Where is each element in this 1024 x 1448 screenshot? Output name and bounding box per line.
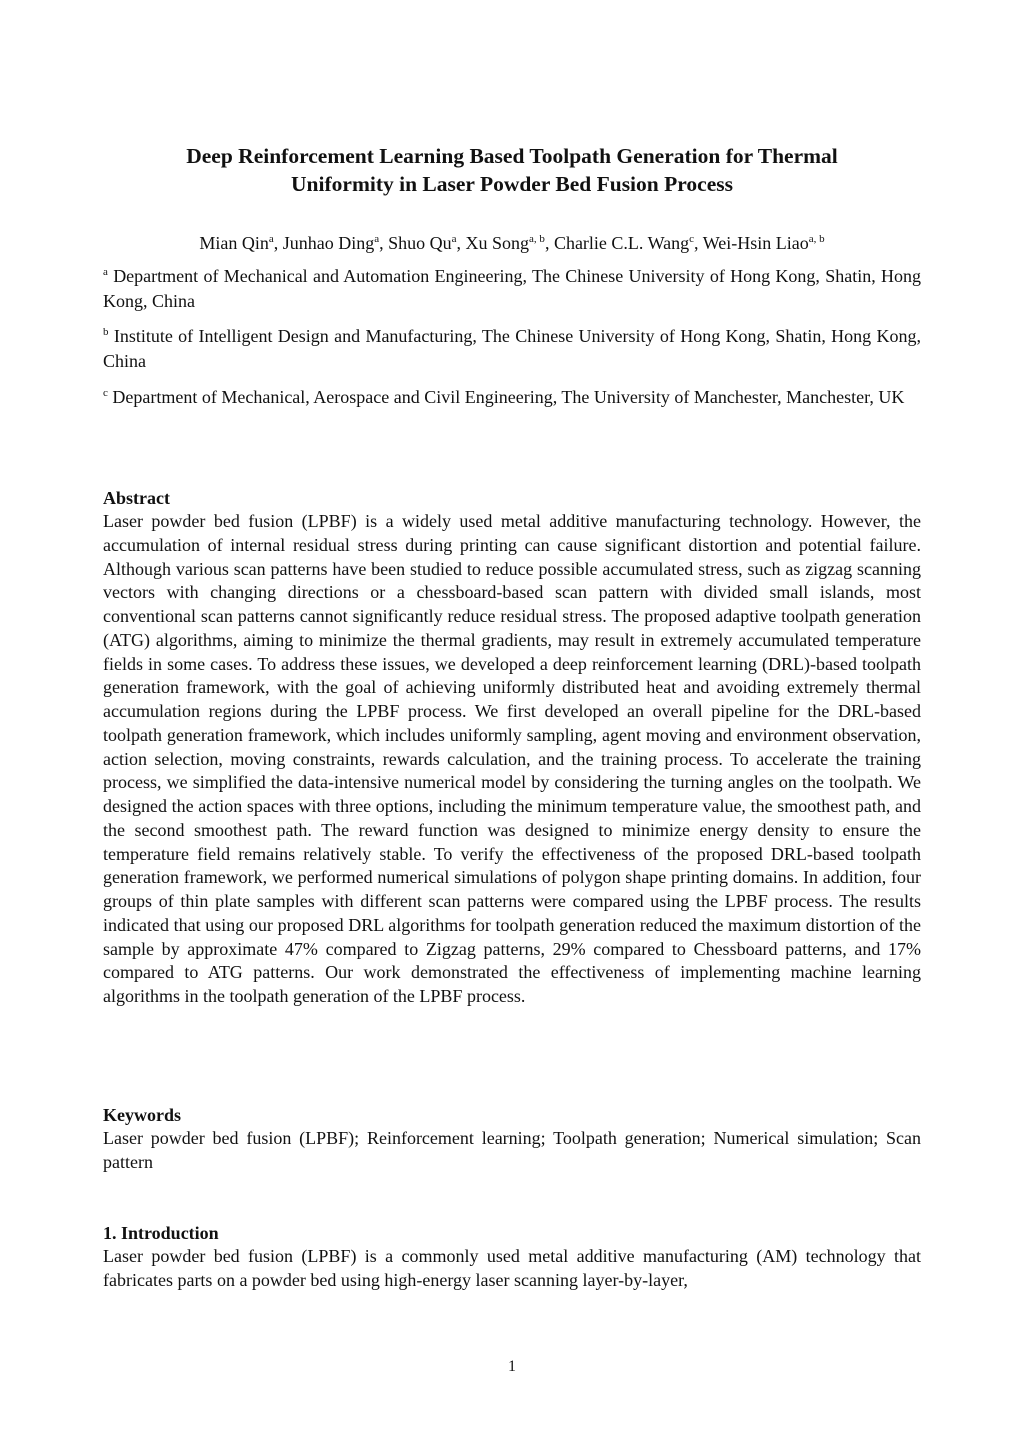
keywords-text: Laser powder bed fusion (LPBF); Reinforcement learning; Toolpath generation; Numerical simulation; Scan pattern [103, 1128, 921, 1172]
introduction-text: Laser powder bed fusion (LPBF) is a commonly used metal additive manufacturing (AM) technology that fabricates parts on a powder bed using high-energy laser scanning layer-by-layer, [103, 1246, 921, 1290]
abstract-text: Laser powder bed fusion (LPBF) is a widely used metal additive manufacturing technology. However, the accumulation of internal residual stress during printing can cause significant distortion and potential failure. Although various scan patterns have been studied to reduce possible accumulated stress, such as zigzag scanning vectors with changing directions or a chessboard-based scan pattern with divided small islands, most conventional scan patterns cannot significantly reduce residual stress. The proposed adaptive toolpath generation (ATG) algorithms, aiming to minimize the thermal gradients, may result in extremely accumulated temperature fields in some cases. To address these issues, we developed a deep reinforcement learning (DRL)-based toolpath generation framework, with the goal of achieving uniformly distributed heat and avoiding extremely thermal accumulation regions during the LPBF process. We first developed an overall pipeline for the DRL-based toolpath generation framework, which includes uniformly sampling, agent moving and environment observation, action selection, moving constraints, rewards calculation, and the training process. To accelerate the training process, we simplified the data-intensive numerical model by considering the turning angles on the toolpath. We designed the action spaces with three options, including the minimum temperature value, the smoothest path, and the second smoothest path. The reward function was designed to minimize energy density to ensure the temperature field remains relatively stable. To verify the effectiveness of the proposed DRL-based toolpath generation framework, we performed numerical simulations of polygon shape printing domains. In addition, four groups of thin plate samples with different scan patterns were compared using the LPBF process. The results indicated that using our proposed DRL algorithms for toolpath generation reduced the maximum distortion of the sample by approximate 47% compared to Zigzag patterns, 29% compared to Chessboard patterns, and 17% compared to ATG patterns. Our work demonstrated the effectiveness of implementing machine learning algorithms in the toolpath generation of the LPBF process. [103, 511, 921, 1006]
title-line-2: Uniformity in Laser Powder Bed Fusion Process [291, 172, 733, 196]
affiliation-mark: b [103, 326, 109, 338]
author: Mian Qin$^a$, [199, 233, 283, 253]
affiliation-a [103, 264, 921, 314]
affiliation-c [103, 385, 921, 410]
introduction-section [103, 1221, 921, 1293]
affiliation-b [103, 324, 921, 374]
paper-title [102, 142, 922, 198]
affiliation-mark: c [103, 387, 108, 399]
page-number: 1 [508, 1358, 516, 1375]
author-list [102, 230, 922, 256]
keywords-section [103, 1103, 921, 1175]
author: Charlie C.L. Wang$^c$, [553, 233, 703, 253]
affiliation-text: Department of Mechanical and Automation Engineering, The Chinese University of Hong Kong, Shatin, Hong Kong, China [103, 266, 921, 311]
introduction-heading: 1. Introduction [103, 1223, 219, 1243]
affiliation-text: Institute of Intelligent Design and Manufacturing, The Chinese University of Hong Kong, Shatin, Hong Kong, China [103, 326, 922, 371]
affiliation-text: Department of Mechanical, Aerospace and Civil Engineering, The University of Manchester, Manchester, UK [112, 387, 905, 407]
author: Junhao Ding$^a$, [282, 233, 389, 253]
title-line-1: Deep Reinforcement Learning Based Toolpath Generation for Thermal [186, 144, 838, 168]
abstract-section [103, 486, 921, 1009]
author: Wei-Hsin Liao$^{a, b}$ [702, 233, 825, 253]
author: Shuo Qu$^a$, [388, 233, 466, 253]
author: Xu Song$^{a, b}$, [465, 233, 554, 253]
keywords-heading: Keywords [103, 1105, 181, 1125]
affiliation-mark: a [103, 266, 108, 278]
abstract-heading: Abstract [103, 488, 170, 508]
